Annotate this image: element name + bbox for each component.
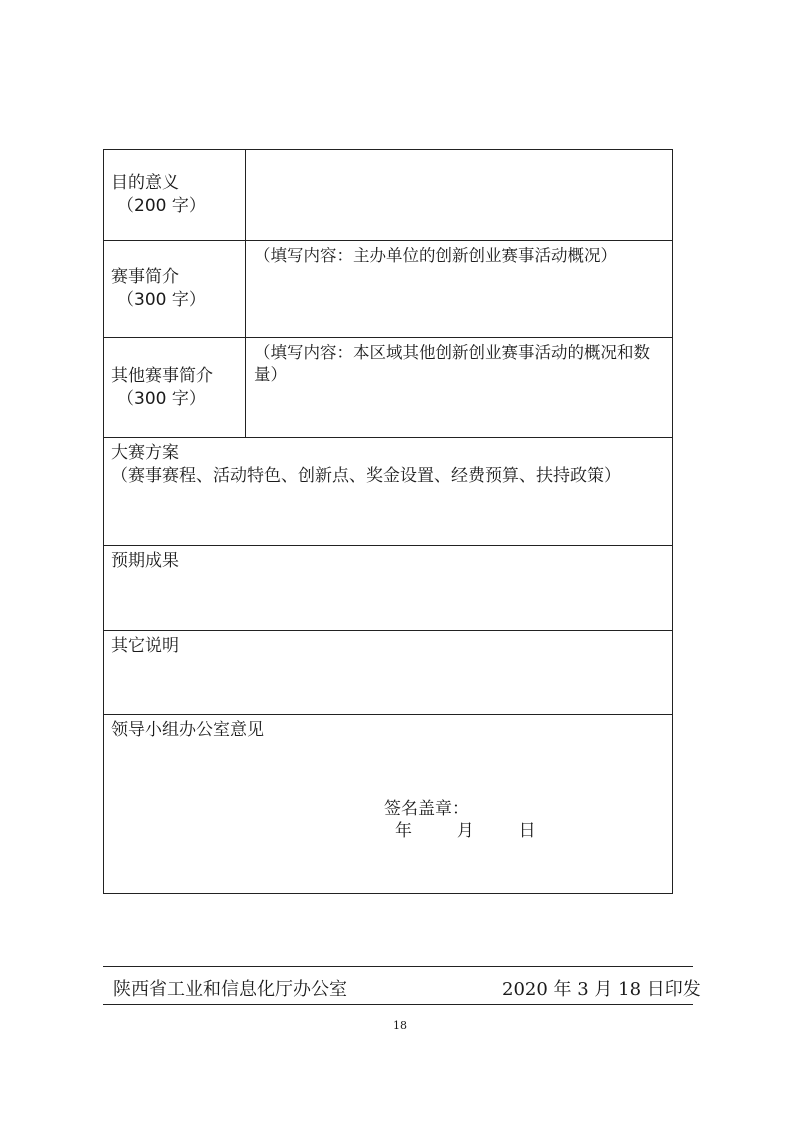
label-cell-purpose <box>104 150 246 240</box>
row-label: 其他赛事简介 <box>111 365 213 386</box>
row-label: 领导小组办公室意见 <box>111 720 264 740</box>
row-label: 预期成果 <box>111 551 179 571</box>
row-word-limit: （200 字） <box>117 196 206 216</box>
label-cell-other-events <box>104 338 246 437</box>
cell-other-notes[interactable] <box>104 631 672 714</box>
row-purpose <box>104 150 672 241</box>
row-label: 大赛方案 <box>111 443 179 463</box>
row-label: 目的意义 <box>111 173 179 193</box>
footer-bottom-rule <box>103 1004 693 1005</box>
label-cell-event-intro <box>104 241 246 337</box>
row-word-limit: （300 字） <box>117 290 206 310</box>
row-word-limit: （300 字） <box>117 388 206 409</box>
row-competition-plan <box>104 438 672 546</box>
row-label: 赛事简介 <box>111 267 179 287</box>
row-label: 其它说明 <box>111 636 179 656</box>
date-year: 年 <box>395 821 412 841</box>
page-number: 18 <box>393 1019 407 1032</box>
footer-top-rule <box>103 966 693 967</box>
row-other-events <box>104 338 672 438</box>
row-other-notes <box>104 631 672 715</box>
plan-items-note: （赛事赛程、活动特色、创新点、奖金设置、经费预算、扶持政策） <box>111 466 621 486</box>
footer-issuer: 陕西省工业和信息化厅办公室 <box>113 979 347 1000</box>
row-expected-results <box>104 546 672 631</box>
signature-date <box>395 820 536 842</box>
content-cell-other-events[interactable]: （填写内容：本区域其他创新创业赛事活动的概况和数量） <box>254 343 650 384</box>
content-cell-purpose[interactable] <box>246 150 672 240</box>
date-month: 月 <box>456 821 474 841</box>
signature-seal-label: 签名盖章： <box>384 799 469 819</box>
date-day: 日 <box>518 821 536 841</box>
content-cell-event-intro[interactable]: （填写内容：主办单位的创新创业赛事活动概况） <box>254 246 617 265</box>
cell-expected-results[interactable] <box>104 546 672 630</box>
application-form-table <box>103 149 673 894</box>
footer-issue-date: 2020 年 3 月 18 日印发 <box>502 979 701 1000</box>
row-event-intro <box>104 241 672 338</box>
cell-competition-plan[interactable] <box>104 438 672 545</box>
